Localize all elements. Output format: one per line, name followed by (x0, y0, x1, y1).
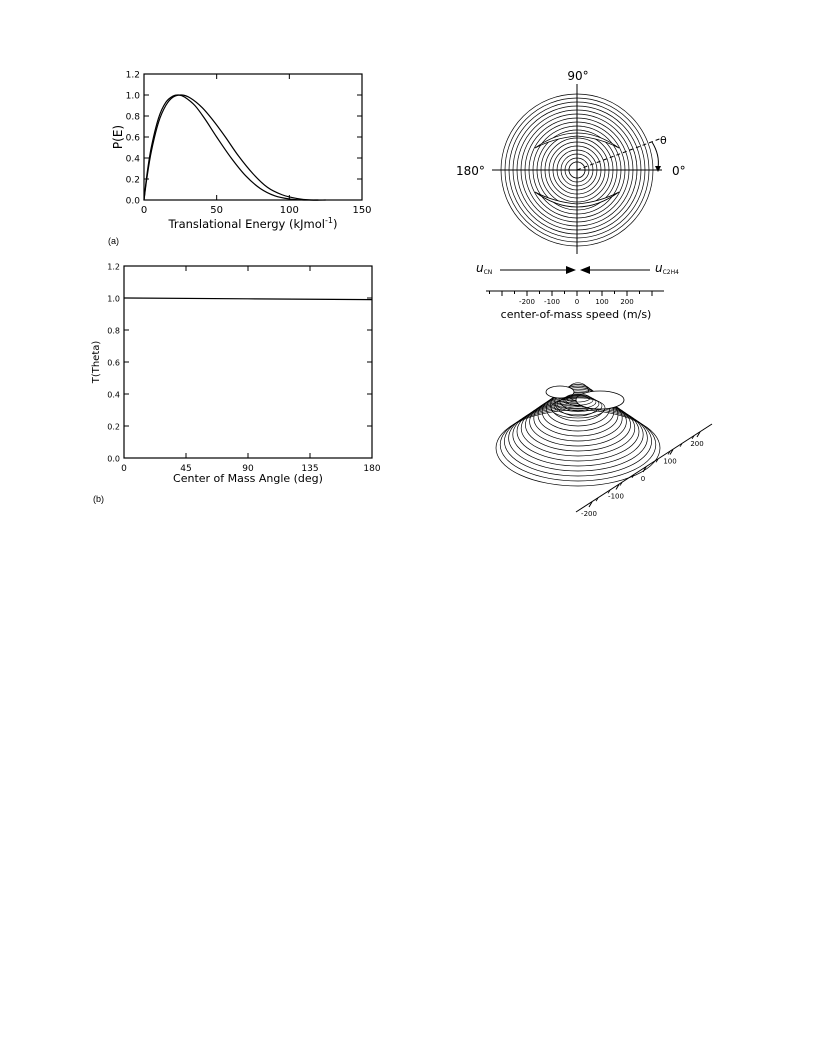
angular-distribution-plot (91, 263, 381, 486)
speed-tick-label: 100 (595, 298, 609, 306)
plot-b-xtick-label: 180 (363, 464, 381, 474)
plot-a-curves (144, 95, 326, 200)
plot-a-ticks (126, 71, 372, 217)
surface-tick-label: 0 (640, 475, 646, 483)
speed-tick-label: -100 (544, 298, 560, 306)
plot-b-ylabel: T(Theta) (91, 340, 102, 384)
u-cn-label: uCN (476, 261, 493, 276)
plot-a-ytick-label: 0.4 (125, 154, 140, 165)
plot-b-ytick-label: 1.2 (107, 262, 120, 272)
plot-a-series-line (144, 95, 326, 200)
plot-a-ytick-label: 1.2 (125, 70, 140, 81)
speed-tick-label: 200 (620, 298, 634, 306)
plot-b-frame (124, 266, 372, 458)
polar-label-theta: θ (660, 134, 667, 147)
surface-contour-rings (496, 383, 660, 486)
plot-b-series-line (124, 298, 372, 300)
plot-a-ytick-label: 1.0 (125, 91, 140, 102)
theta-arc-arrowhead (655, 166, 661, 172)
speed-distribution-surface (496, 383, 712, 518)
polar-label-90: 90° (567, 69, 589, 83)
plot-b-ytick-label: 0.0 (107, 454, 120, 464)
plot-b-xtick-label: 90 (242, 464, 254, 474)
speed-axis-ticks (490, 291, 653, 306)
panel-b-label: (b) (93, 494, 104, 504)
surface-tick-label: 200 (690, 440, 704, 448)
plot-b-ytick-label: 0.6 (107, 358, 120, 368)
u-cn-arrowhead (566, 266, 576, 274)
plot-b-xlabel: Center of Mass Angle (deg) (173, 472, 323, 485)
surface-tick-label: -200 (581, 510, 597, 518)
speed-axis (486, 291, 664, 321)
plot-a-xlabel: Translational Energy (kJmol$^{-1}$) (168, 216, 338, 231)
surface-tick-label: -100 (608, 492, 624, 501)
plot-b-ytick-label: 1.0 (107, 294, 120, 304)
polar-contour-map (456, 69, 686, 254)
theta-ray (577, 138, 662, 170)
plot-a-frame (144, 74, 362, 200)
polar-label-0: 0° (672, 164, 686, 178)
plot-a-ytick-label: 0.0 (125, 196, 140, 207)
plot-a-xtick-label: 0 (140, 205, 148, 216)
plot-b-xtick-label: 135 (301, 464, 319, 474)
plot-a-ytick-label: 0.6 (125, 133, 140, 144)
speed-axis-label: center-of-mass speed (m/s) (500, 308, 652, 321)
speed-tick-label: -200 (519, 298, 535, 306)
plot-a-xtick-label: 150 (352, 205, 372, 216)
plot-b-xtick-label: 0 (121, 464, 127, 474)
plot-a-ylabel: P(E) (111, 124, 125, 150)
plot-b-ticks (107, 263, 381, 475)
surface-tick-label: 100 (663, 457, 677, 466)
panel-a-label: (a) (108, 236, 119, 246)
translational-energy-plot (111, 71, 372, 232)
velocity-vectors (476, 261, 679, 276)
speed-tick-label: 0 (574, 298, 580, 306)
u-c2h4-arrowhead (580, 266, 590, 274)
plot-b-xtick-label: 45 (180, 464, 192, 474)
plot-a-xtick-label: 50 (210, 205, 224, 216)
polar-label-180: 180° (456, 164, 485, 178)
plot-a-ytick-label: 0.8 (125, 112, 140, 123)
plot-b-ytick-label: 0.4 (107, 390, 120, 400)
plot-b-curves (124, 298, 372, 300)
plot-b-ytick-label: 0.8 (107, 326, 120, 336)
plot-b-ytick-label: 0.2 (107, 422, 120, 432)
plot-a-ytick-label: 0.2 (125, 175, 140, 186)
u-c2h4-label: uC2H4 (655, 261, 679, 276)
plot-a-series-line (144, 95, 318, 200)
surface-ridge-highlight (576, 391, 624, 409)
plot-a-xtick-label: 100 (279, 205, 299, 216)
